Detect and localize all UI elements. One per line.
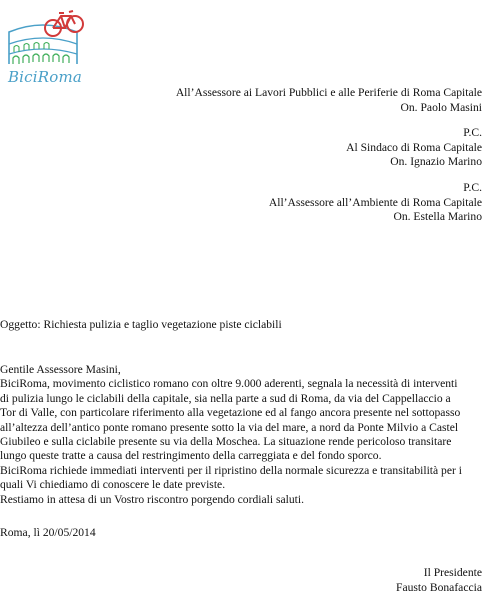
body-line: all’altezza dell’antico ponte romano presente sotto la via del mare, a nord da Ponte Milvio a Castel (0, 420, 459, 434)
body-line: di pulizia lungo le ciclabili della capitale, sia nella parte a sud di Roma, da via del Cappellaccio a (0, 391, 451, 405)
recipient-line: On. Estella Marino (393, 210, 482, 223)
recipient-line: Al Sindaco di Roma Capitale (346, 140, 482, 154)
recipient-block-sindaco (346, 126, 482, 170)
body-line: BiciRoma richiede immediati interventi per il ripristino della normale sicurezza e transitabilità per i (0, 463, 462, 477)
recipient-line: P.C. (463, 126, 482, 139)
recipient-block-assessore-lavori (176, 86, 482, 115)
body-line: Gentile Assessore Masini, (0, 363, 121, 376)
logo-wordmark: BiciRoma (7, 68, 83, 86)
recipient-block-assessore-ambiente (269, 181, 482, 225)
body-line: Tor di Valle, con particolare riferimento alla vegetazione ed al fango ancora presente nel sottopasso (0, 406, 461, 420)
recipient-line: P.C. (463, 181, 482, 194)
recipient-line: All’Assessore all’Ambiente di Roma Capitale (268, 195, 482, 209)
biciroma-logo (3, 6, 85, 88)
letter-body (0, 363, 486, 507)
recipient-line: All’Assessore ai Lavori Pubblici e alle Periferie di Roma Capitale (175, 86, 482, 99)
body-line: quali Vi chiediamo di conoscere le date previste. (0, 478, 226, 492)
body-line: BiciRoma, movimento ciclistico romano con oltre 9.000 aderenti, segnala la necessità di interventi (0, 377, 458, 391)
recipient-line: On. Paolo Masini (400, 100, 482, 114)
colosseum-bicycle-icon (3, 6, 85, 76)
signature-block (396, 566, 482, 595)
body-line: Restiamo in attesa di un Vostro riscontro porgendo cordiali saluti. (0, 492, 304, 506)
body-line: lungo queste tratte a causa del restringimento della carreggiata e del fondo sporco. (0, 449, 382, 463)
recipient-line: On. Ignazio Marino (390, 155, 482, 168)
signature-name: Fausto Bonafaccia (396, 580, 482, 594)
signature-role: Il Presidente (423, 566, 482, 579)
letter-date: Roma, lì 20/05/2014 (0, 526, 96, 539)
body-line: Giubileo e sulla ciclabile presente su via della Moschea. La situazione rende pericoloso transitare (0, 435, 452, 449)
letter-subject: Oggetto: Richiesta pulizia e taglio vegetazione piste ciclabili (0, 318, 282, 331)
